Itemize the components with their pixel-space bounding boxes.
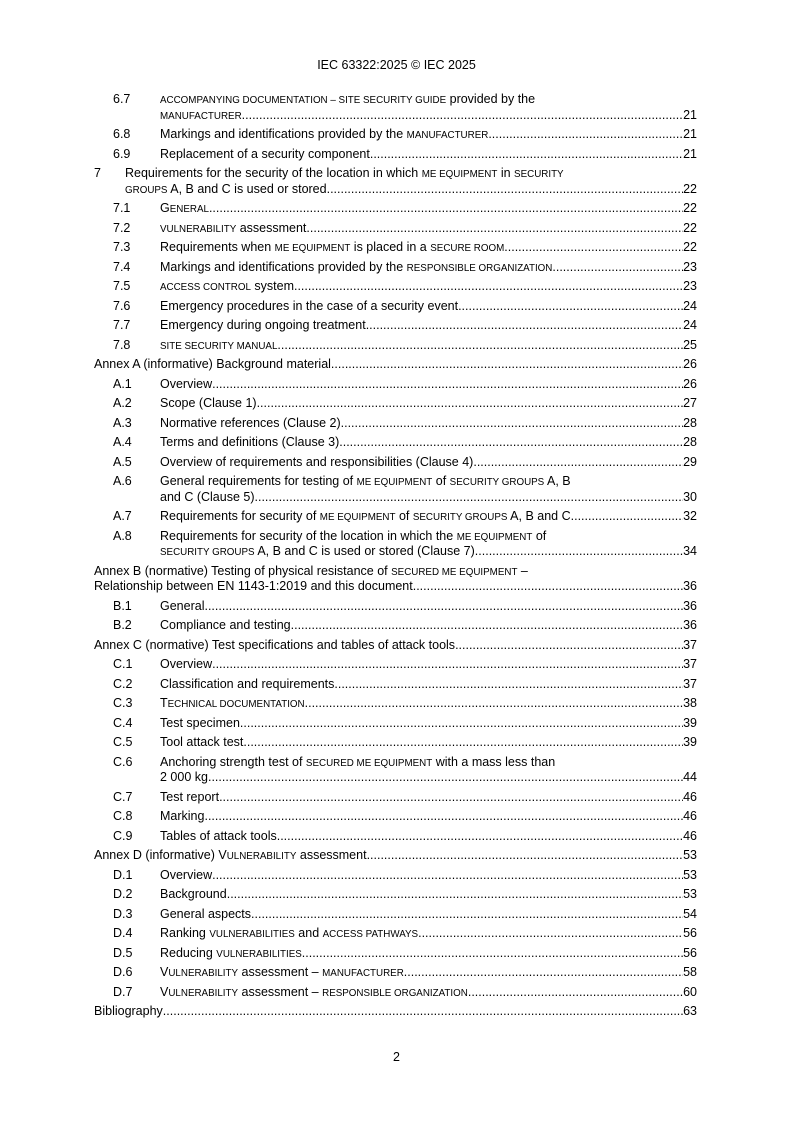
dot-leader xyxy=(208,770,683,785)
toc-entry-number: 7.7 xyxy=(113,318,131,332)
toc-entry-number: C.8 xyxy=(113,809,133,823)
toc-entry-title: Tool attack test xyxy=(160,735,244,749)
dot-leader xyxy=(458,299,683,314)
toc-entry-number: C.9 xyxy=(113,828,133,843)
dot-leader xyxy=(204,809,683,824)
dot-leader xyxy=(219,790,683,805)
dot-leader xyxy=(212,868,683,883)
toc-entry-title: ACCESS CONTROL system xyxy=(160,279,294,293)
dot-leader xyxy=(240,716,683,731)
dot-leader xyxy=(370,147,683,162)
toc-entry-page: 37 xyxy=(683,676,697,691)
toc-entry-page: 28 xyxy=(683,415,697,430)
toc-entry-title: Requirements for security of the location in which the ME EQUIPMENT of xyxy=(160,528,547,543)
toc-entry-title: Background xyxy=(160,887,227,901)
toc-entry-page: 30 xyxy=(683,489,697,504)
toc-entry-number: 7.8 xyxy=(113,337,131,352)
toc-entry-page: 21 xyxy=(683,146,697,161)
dot-leader xyxy=(413,579,683,594)
toc-entry-page: 34 xyxy=(683,544,697,558)
toc-entry-title: Test specimen xyxy=(160,715,240,730)
toc-entry-page: 37 xyxy=(683,657,697,671)
toc-entry-page: 44 xyxy=(683,770,697,784)
dot-leader xyxy=(277,829,683,844)
toc-entry-title: Requirements for security of ME EQUIPMENT of SECURITY GROUPS A, B and C xyxy=(160,509,571,523)
toc-entry-title: VULNERABILITY assessment xyxy=(160,220,307,235)
toc-entry-page: 46 xyxy=(683,789,697,804)
toc-entry-number: A.4 xyxy=(113,435,132,449)
dot-leader xyxy=(277,338,683,353)
toc-entry-page: 38 xyxy=(683,696,697,710)
toc-entry-page: 22 xyxy=(683,240,697,254)
dot-leader xyxy=(255,490,684,505)
toc-entry-number: D.5 xyxy=(113,945,133,960)
dot-leader xyxy=(504,240,683,255)
dot-leader xyxy=(305,696,683,711)
toc-entry-number: D.2 xyxy=(113,887,133,901)
toc-entry-title: Marking xyxy=(160,809,205,823)
toc-entry-title: Relationship between EN 1143-1:2019 and this document xyxy=(94,579,413,593)
toc-entry-number: 7.6 xyxy=(113,298,131,313)
toc-entry-page: 22 xyxy=(683,181,697,196)
toc-entry-title: Annex C (normative) Test specifications and tables of attack tools xyxy=(94,637,456,652)
toc-entry-page: 46 xyxy=(683,828,697,843)
toc-entry-title: Bibliography xyxy=(94,1004,163,1018)
toc-entry-number: D.6 xyxy=(113,965,133,979)
dot-leader xyxy=(404,965,683,980)
toc-entry-number: 6.7 xyxy=(113,92,131,106)
toc-entry-page: 21 xyxy=(683,127,697,141)
toc-entry-number: 7.1 xyxy=(113,201,131,215)
toc-entry-title: Anchoring strength test of SECURED ME EQUIPMENT with a mass less than xyxy=(160,754,556,769)
toc-entry-title: 2 000 kg xyxy=(160,770,208,784)
toc-entry-title: Reducing VULNERABILITIES xyxy=(160,945,302,960)
toc-entry-page: 28 xyxy=(683,435,697,449)
toc-entry-page: 29 xyxy=(683,454,697,469)
toc-entry-title: Annex A (informative) Background material xyxy=(94,357,331,371)
toc-entry-title: General xyxy=(160,598,205,613)
toc-entry-page: 23 xyxy=(683,259,697,274)
dot-leader xyxy=(294,279,683,294)
dot-leader xyxy=(339,435,683,450)
dot-leader xyxy=(302,946,683,961)
dot-leader xyxy=(306,221,683,236)
toc-entry-title: Annex D (informative) VULNERABILITY assessment xyxy=(94,848,367,862)
toc-entry-title: General aspects xyxy=(160,906,252,921)
toc-entry-page: 26 xyxy=(683,357,697,371)
dot-leader xyxy=(327,182,684,197)
toc-entry-title: Markings and identifications provided by the RESPONSIBLE ORGANIZATION xyxy=(160,259,553,274)
toc-entry-number: 7.3 xyxy=(113,240,131,254)
toc-entry-number: C.1 xyxy=(113,657,133,671)
toc-entry-page: 36 xyxy=(683,618,697,632)
toc-entry-title: Normative references (Clause 2) xyxy=(160,415,341,430)
dot-leader xyxy=(473,455,683,470)
toc-entry-page: 37 xyxy=(683,637,697,652)
toc-entry-number: A.8 xyxy=(113,528,132,543)
toc-entry-number: D.7 xyxy=(113,984,133,999)
toc-entry-title: ACCOMPANYING DOCUMENTATION – SITE SECURITY GUIDE provided by the xyxy=(160,92,536,106)
dot-leader xyxy=(552,260,683,275)
toc-entry-page: 63 xyxy=(683,1004,697,1018)
dot-leader xyxy=(334,677,683,692)
toc-entry-number: 6.8 xyxy=(113,127,131,141)
toc-entry-page: 22 xyxy=(683,201,697,215)
toc-entry-title: Scope (Clause 1) xyxy=(160,396,257,410)
dot-leader xyxy=(418,926,683,941)
dot-leader xyxy=(367,848,684,863)
toc-entry-number: D.1 xyxy=(113,867,133,882)
dot-leader xyxy=(475,544,683,559)
toc-entry-title: VULNERABILITY assessment – RESPONSIBLE ORGANIZATION xyxy=(160,984,468,999)
toc-entry-number: C.3 xyxy=(113,696,133,710)
toc-entry-title: Requirements when ME EQUIPMENT is placed in a SECURE ROOM xyxy=(160,240,505,254)
dot-leader xyxy=(488,127,683,142)
toc-entry-number: A.2 xyxy=(113,396,132,410)
toc-entry-title: General requirements for testing of ME EQUIPMENT of SECURITY GROUPS A, B xyxy=(160,474,571,488)
dot-leader xyxy=(291,618,683,633)
toc-entry-number: 6.9 xyxy=(113,146,131,161)
toc-entry-number: B.2 xyxy=(113,618,132,632)
toc-entry-number: D.3 xyxy=(113,906,133,921)
toc-entry-title: Emergency during ongoing treatment xyxy=(160,318,366,332)
toc-entry-title: Terms and definitions (Clause 3) xyxy=(160,435,340,449)
toc-entry-page: 22 xyxy=(683,220,697,235)
dot-leader xyxy=(251,907,683,922)
toc-entry-title: Annex B (normative) Testing of physical resistance of SECURED ME EQUIPMENT – xyxy=(94,563,528,578)
toc-entry-title: TECHNICAL DOCUMENTATION xyxy=(160,696,305,710)
toc-entry-number: A.1 xyxy=(113,376,132,391)
dot-leader xyxy=(212,377,683,392)
toc-entry-title: Overview xyxy=(160,867,213,882)
toc-entry-title: Ranking VULNERABILITIES and ACCESS PATHWAYS xyxy=(160,926,419,940)
toc-entry-page: 23 xyxy=(683,279,697,293)
toc-entry-title: Emergency procedures in the case of a security event xyxy=(160,298,459,313)
dot-leader xyxy=(331,357,683,372)
toc-entry-title: MANUFACTURER xyxy=(160,110,242,122)
toc-entry-title: GENERAL xyxy=(160,201,209,215)
toc-entry-title: Replacement of a security component xyxy=(160,146,370,161)
toc-entry-page: 53 xyxy=(683,867,697,882)
toc-entry-page: 27 xyxy=(683,396,697,410)
toc-entry-page: 24 xyxy=(683,318,697,332)
toc-entry-title: Tables of attack tools xyxy=(160,828,277,843)
toc-entry-title: Compliance and testing xyxy=(160,618,291,632)
dot-leader xyxy=(243,735,683,750)
toc-entry-page: 24 xyxy=(683,298,697,313)
toc-entry-number: C.2 xyxy=(113,676,133,691)
toc-entry-number: 7.5 xyxy=(113,279,131,293)
toc-entry-number: A.3 xyxy=(113,415,132,430)
toc-entry-page: 46 xyxy=(683,809,697,823)
page-header: IEC 63322:2025 © IEC 2025 xyxy=(317,58,476,72)
dot-leader xyxy=(366,318,683,333)
toc-entry-number: C.6 xyxy=(113,754,133,769)
toc-entry-page: 39 xyxy=(683,735,697,749)
toc-entry-number: D.4 xyxy=(113,926,133,940)
dot-leader xyxy=(163,1004,683,1019)
toc-entry-number: A.6 xyxy=(113,474,132,488)
toc-entry-title: Markings and identifications provided by the MANUFACTURER xyxy=(160,127,489,141)
toc-entry-page: 53 xyxy=(683,848,697,862)
toc-entry-title: SITE SECURITY MANUAL xyxy=(160,340,278,352)
toc-entry-number: B.1 xyxy=(113,598,132,613)
toc-entry-number: C.5 xyxy=(113,735,133,749)
toc-entry-page: 56 xyxy=(683,945,697,960)
toc-entry-page: 54 xyxy=(683,906,697,921)
toc-entry-title: SECURITY GROUPS A, B and C is used or stored (Clause 7) xyxy=(160,544,475,558)
toc-entry-title: VULNERABILITY assessment – MANUFACTURER xyxy=(160,965,404,979)
toc-entry-number: A.5 xyxy=(113,454,132,469)
toc-entry-title: Requirements for the security of the location in which ME EQUIPMENT in SECURITY xyxy=(125,166,564,180)
dot-leader xyxy=(257,396,684,411)
dot-leader xyxy=(242,108,683,123)
toc-entry-page: 60 xyxy=(683,984,697,999)
toc-entry-number: A.7 xyxy=(113,509,132,523)
toc-entry-title: Classification and requirements xyxy=(160,676,335,691)
dot-leader xyxy=(209,201,683,216)
dot-leader xyxy=(455,638,683,653)
toc-entry-title: GROUPS A, B and C is used or stored xyxy=(125,181,327,196)
toc-entry-title: Overview xyxy=(160,657,213,671)
toc-entry-page: 53 xyxy=(683,887,697,901)
toc-entry-page: 36 xyxy=(683,598,697,613)
toc-entry-page: 25 xyxy=(683,337,697,352)
dot-leader xyxy=(212,657,683,672)
dot-leader xyxy=(227,887,683,902)
toc-entry-title: Overview of requirements and responsibilities (Clause 4) xyxy=(160,454,474,469)
toc-entry-number: C.4 xyxy=(113,715,133,730)
toc-entry-number: C.7 xyxy=(113,789,133,804)
toc-entry-page: 32 xyxy=(683,509,697,523)
toc-entry-page: 58 xyxy=(683,965,697,979)
toc-entry-page: 36 xyxy=(683,579,697,593)
toc-entry-title: Overview xyxy=(160,376,213,391)
dot-leader xyxy=(341,416,683,431)
dot-leader xyxy=(204,599,683,614)
toc-entry-title: Test report xyxy=(160,789,220,804)
toc-entry-title: and C (Clause 5) xyxy=(160,489,255,504)
page-number: 2 xyxy=(393,1050,400,1064)
toc-entry-page: 26 xyxy=(683,376,697,391)
dot-leader xyxy=(571,509,683,524)
toc-entry-number: 7 xyxy=(94,166,101,180)
toc-entry-page: 56 xyxy=(683,926,697,940)
toc-entry-number: 7.2 xyxy=(113,220,131,235)
dot-leader xyxy=(468,985,683,1000)
toc-entry-number: 7.4 xyxy=(113,259,131,274)
toc-entry-page: 21 xyxy=(683,107,697,122)
toc-entry-page: 39 xyxy=(683,715,697,730)
